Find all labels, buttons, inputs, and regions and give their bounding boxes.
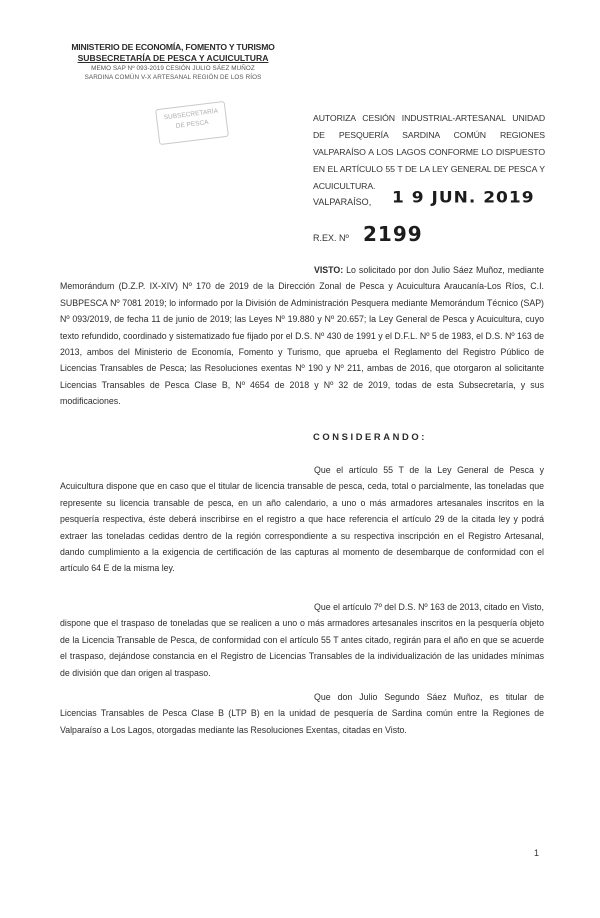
considerando-paragraph-3 xyxy=(60,689,544,738)
city-label: VALPARAÍSO, xyxy=(313,197,372,207)
visto-heading: VISTO: xyxy=(314,265,344,275)
resolution-subject: AUTORIZA CESIÓN INDUSTRIAL-ARTESANAL UNIDAD DE PESQUERÍA SARDINA COMÚN REGIONES VALPARAÍSO A LOS LAGOS CONFORME LO DISPUESTO EN EL ARTÍCULO 55 T DE LA LEY GENERAL DE PESCA Y ACUICULTURA. xyxy=(313,113,545,191)
page-number: 1 xyxy=(534,848,540,858)
ministry-name: MINISTERIO DE ECONOMÍA, FOMENTO Y TURISMO xyxy=(71,42,275,52)
visto-text: Lo solicitado por don Julio Sáez Muñoz, mediante Memorándum (D.Z.P. IX-XIV) Nº 170 de 2019 de la Dirección Zonal de Pesca y Acuicultura Araucanía-Los Ríos, C.I. SUBPESCA Nº 7081 2019; lo informado por la División de Administración Pesquera mediante Memorándum Técnico (SAP) Nº 093/2019, de fecha 11 de junio de 2019; las Leyes Nº 19.880 y Nº 20.657; la Ley General de Pesca y Acuicultura, cuyo texto refundido, coordinado y sistematizado fue fijado por el D.S. Nº 430 de 1991 y el D.F.L. Nº 5 de 1983, el D.S. Nº 163 de 2013, ambos del Ministerio de Economía, Fomento y Turismo, que aprueba el Reglamento del Registro Público de Licencias Transables de Pesca; las Resoluciones exentas Nº 190 y Nº 211, ambas de 2016, que otorgaron al solicitante Licencias Transables de Pesca Clase B, Nº 4654 de 2018 y Nº 32 de 2019, todas de esta Subsecretaría, y sus modificaciones. xyxy=(60,265,544,407)
considerando-paragraph-1 xyxy=(60,462,544,577)
considerando-paragraph-2 xyxy=(60,599,544,681)
stamp-line-1: SUBSECRETARÍA xyxy=(163,107,219,122)
considerando-heading: CONSIDERANDO: xyxy=(313,431,428,442)
visto-paragraph xyxy=(60,262,544,410)
memo-reference-line-2: SARDINA COMÚN V-X ARTESANAL REGIÓN DE LOS RÍOS xyxy=(84,74,262,81)
considerando-text-1: Que el artículo 55 T de la Ley General de Pesca y Acuicultura dispone que en caso que el titular de licencia transable de pesca, ceda, total o parcialmente, las toneladas que represente su licencia transable de pesca, en un año calendario, a uno o más armadores artesanales inscritos en la pesquería respectiva, éste deberá inscribirse en el registro a que hace referencia el artículo 29 de la citada ley y podrá extraer las toneladas cedidas dentro de la región correspondiente a su respectiva inscripción en el Registro Artesanal, dando cumplimiento a la exigencia de certificación de las capturas al momento de desembarque de conformidad con el artículo 64 E de la misma ley. xyxy=(60,465,544,574)
considerando-text-3: Que don Julio Segundo Sáez Muñoz, es titular de Licencias Transables de Pesca Clase B (LTP B) en la unidad de pesquería de Sardina común entre la Regiones de Valparaíso a Los Lagos, otorgadas mediante las Resoluciones Exentas, citadas en Visto. xyxy=(60,692,544,735)
stamp-line-2: DE PESCA xyxy=(175,119,209,130)
resolution-number: 2199 xyxy=(363,222,423,246)
memo-reference-line-1: MEMO SAP Nº 093-2019 CESIÓN JULIO SÁEZ MUÑOZ xyxy=(91,65,255,72)
document-header xyxy=(60,42,286,82)
considerando-text-2: Que el artículo 7º del D.S. Nº 163 de 2013, citado en Visto, dispone que el traspaso de toneladas que se realicen a uno o más armadores artesanales inscritos en la pesquería objeto de la Licencia Transable de Pesca, de conformidad con el artículo 55 T antes citado, regirán para el año en que se acuerde el traspaso, dejándose constancia en el Registro de Licencias Transables de la individualización de las unidades mínimas de división que dan origen al traspaso. xyxy=(60,602,544,678)
subsecretaria-name: SUBSECRETARÍA DE PESCA Y ACUICULTURA xyxy=(77,53,269,63)
official-stamp xyxy=(155,101,229,145)
resolution-date-stamp: 1 9 JUN. 2019 xyxy=(392,188,535,208)
resolution-number-label: R.EX. Nº xyxy=(313,233,349,243)
